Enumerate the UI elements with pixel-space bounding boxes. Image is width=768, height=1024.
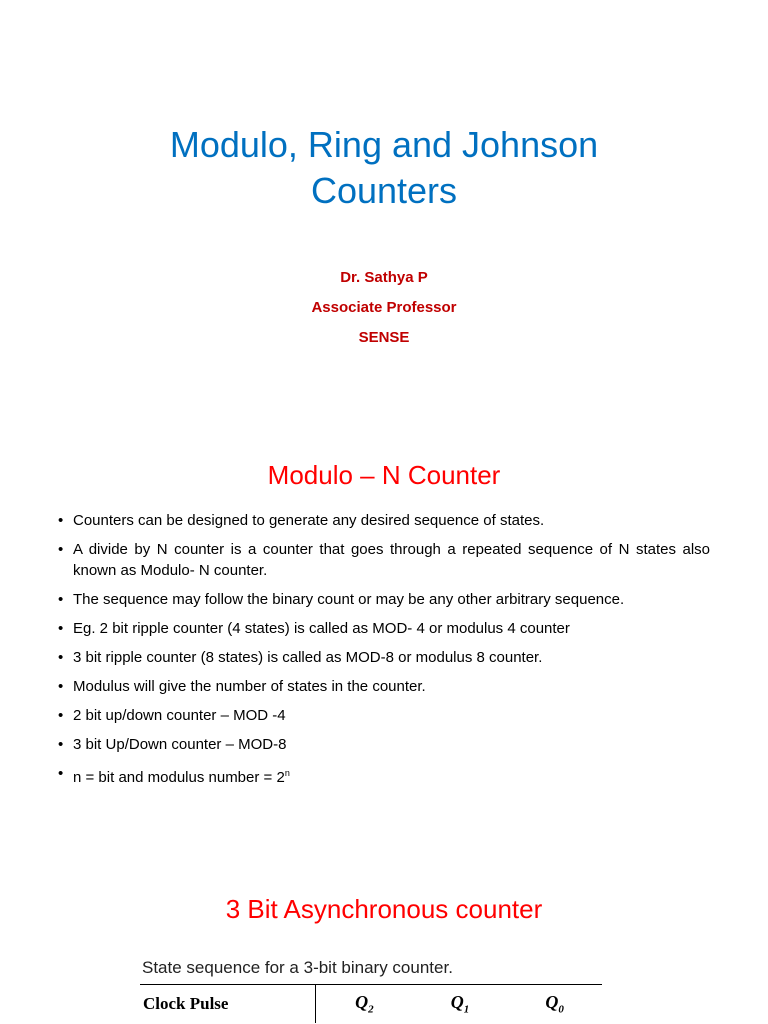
bullet-item: • 2 bit up/down counter – MOD -4: [58, 705, 710, 726]
modulo-bullet-list: [58, 510, 710, 796]
bullet-item: • Eg. 2 bit ripple counter (4 states) is called as MOD- 4 or modulus 4 counter: [58, 618, 710, 639]
author-name: Dr. Sathya P: [340, 269, 428, 286]
formula-exponent: n: [284, 768, 290, 778]
title-line-2: Counters: [310, 170, 458, 211]
title-slide: [0, 0, 768, 440]
bullet-item: • 3 bit Up/Down counter – MOD-8: [58, 734, 710, 755]
state-sequence-table: [140, 984, 602, 1023]
author-designation: Associate Professor: [311, 299, 457, 316]
header-q0: $Q_0$: [507, 985, 602, 1024]
modulo-n-slide: [0, 440, 768, 860]
modulo-heading: Modulo – N Counter: [267, 460, 501, 490]
header-q2: $Q_2$: [316, 985, 413, 1024]
author-block: [0, 266, 768, 356]
async-heading: 3 Bit Asynchronous counter: [225, 894, 543, 924]
bullet-item: • A divide by N counter is a counter that goes through a repeated sequence of N states also known as Modulo- N counter.: [58, 539, 710, 581]
header-q1: $Q_1$: [413, 985, 508, 1024]
table-caption: State sequence for a 3-bit binary counter.: [142, 958, 453, 977]
table-header-row: [140, 985, 602, 1024]
bullet-item: • The sequence may follow the binary count or may be any other arbitrary sequence.: [58, 589, 710, 610]
bullet-item: • 3 bit ripple counter (8 states) is called as MOD-8 or modulus 8 counter.: [58, 647, 710, 668]
title-line-1: Modulo, Ring and Johnson: [169, 124, 599, 165]
header-clock-pulse: Clock Pulse: [140, 985, 316, 1024]
bullet-item: • Modulus will give the number of states in the counter.: [58, 676, 710, 697]
formula-text: n = bit and modulus number = 2: [73, 769, 285, 786]
bullet-item: • Counters can be designed to generate any desired sequence of states.: [58, 510, 710, 531]
async-counter-slide: [0, 860, 768, 1024]
bullet-item-modulus-formula: [58, 763, 710, 788]
author-department: SENSE: [358, 329, 410, 346]
presentation-title: [0, 122, 768, 214]
